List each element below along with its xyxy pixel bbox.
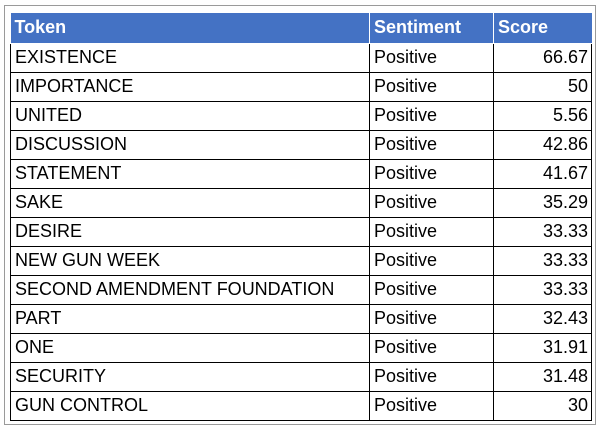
token-cell[interactable]: PART bbox=[11, 304, 370, 333]
sentiment-cell[interactable]: Positive bbox=[370, 362, 494, 391]
score-cell[interactable]: 41.67 bbox=[494, 159, 592, 188]
table-row bbox=[11, 391, 592, 420]
token-cell[interactable]: STATEMENT bbox=[11, 159, 370, 188]
table-row bbox=[11, 246, 592, 275]
sentiment-cell[interactable]: Positive bbox=[370, 391, 494, 420]
table-row bbox=[11, 130, 592, 159]
header-score[interactable]: Score bbox=[494, 13, 592, 43]
score-cell[interactable]: 30 bbox=[494, 391, 592, 420]
score-cell[interactable]: 35.29 bbox=[494, 188, 592, 217]
token-cell[interactable]: ONE bbox=[11, 333, 370, 362]
sentiment-cell[interactable]: Positive bbox=[370, 275, 494, 304]
table-row bbox=[11, 101, 592, 130]
token-cell[interactable]: GUN CONTROL bbox=[11, 391, 370, 420]
score-cell[interactable]: 33.33 bbox=[494, 275, 592, 304]
table-row bbox=[11, 188, 592, 217]
token-cell[interactable]: SECOND AMENDMENT FOUNDATION bbox=[11, 275, 370, 304]
token-cell[interactable]: UNITED bbox=[11, 101, 370, 130]
table-row bbox=[11, 72, 592, 101]
token-cell[interactable]: SECURITY bbox=[11, 362, 370, 391]
score-cell[interactable]: 66.67 bbox=[494, 43, 592, 72]
sentiment-table bbox=[10, 13, 592, 421]
sentiment-cell[interactable]: Positive bbox=[370, 101, 494, 130]
score-cell[interactable]: 42.86 bbox=[494, 130, 592, 159]
sentiment-cell[interactable]: Positive bbox=[370, 188, 494, 217]
sentiment-cell[interactable]: Positive bbox=[370, 43, 494, 72]
score-cell[interactable]: 32.43 bbox=[494, 304, 592, 333]
token-cell[interactable]: NEW GUN WEEK bbox=[11, 246, 370, 275]
sentiment-cell[interactable]: Positive bbox=[370, 159, 494, 188]
token-cell[interactable]: EXISTENCE bbox=[11, 43, 370, 72]
header-token[interactable]: Token bbox=[11, 13, 370, 43]
sentiment-cell[interactable]: Positive bbox=[370, 217, 494, 246]
score-cell[interactable]: 50 bbox=[494, 72, 592, 101]
header-sentiment[interactable]: Sentiment bbox=[370, 13, 494, 43]
score-cell[interactable]: 31.48 bbox=[494, 362, 592, 391]
table-row bbox=[11, 304, 592, 333]
score-cell[interactable]: 5.56 bbox=[494, 101, 592, 130]
token-cell[interactable]: DESIRE bbox=[11, 217, 370, 246]
sentiment-cell[interactable]: Positive bbox=[370, 246, 494, 275]
table-row bbox=[11, 333, 592, 362]
token-cell[interactable]: SAKE bbox=[11, 188, 370, 217]
score-cell[interactable]: 33.33 bbox=[494, 246, 592, 275]
token-cell[interactable]: DISCUSSION bbox=[11, 130, 370, 159]
table-row bbox=[11, 43, 592, 72]
token-cell[interactable]: IMPORTANCE bbox=[11, 72, 370, 101]
score-cell[interactable]: 33.33 bbox=[494, 217, 592, 246]
score-cell[interactable]: 31.91 bbox=[494, 333, 592, 362]
sentiment-cell[interactable]: Positive bbox=[370, 130, 494, 159]
header-row bbox=[11, 13, 592, 43]
table-row bbox=[11, 217, 592, 246]
sentiment-cell[interactable]: Positive bbox=[370, 72, 494, 101]
table-row bbox=[11, 275, 592, 304]
table-row bbox=[11, 159, 592, 188]
sentiment-cell[interactable]: Positive bbox=[370, 304, 494, 333]
table-row bbox=[11, 362, 592, 391]
sentiment-cell[interactable]: Positive bbox=[370, 333, 494, 362]
